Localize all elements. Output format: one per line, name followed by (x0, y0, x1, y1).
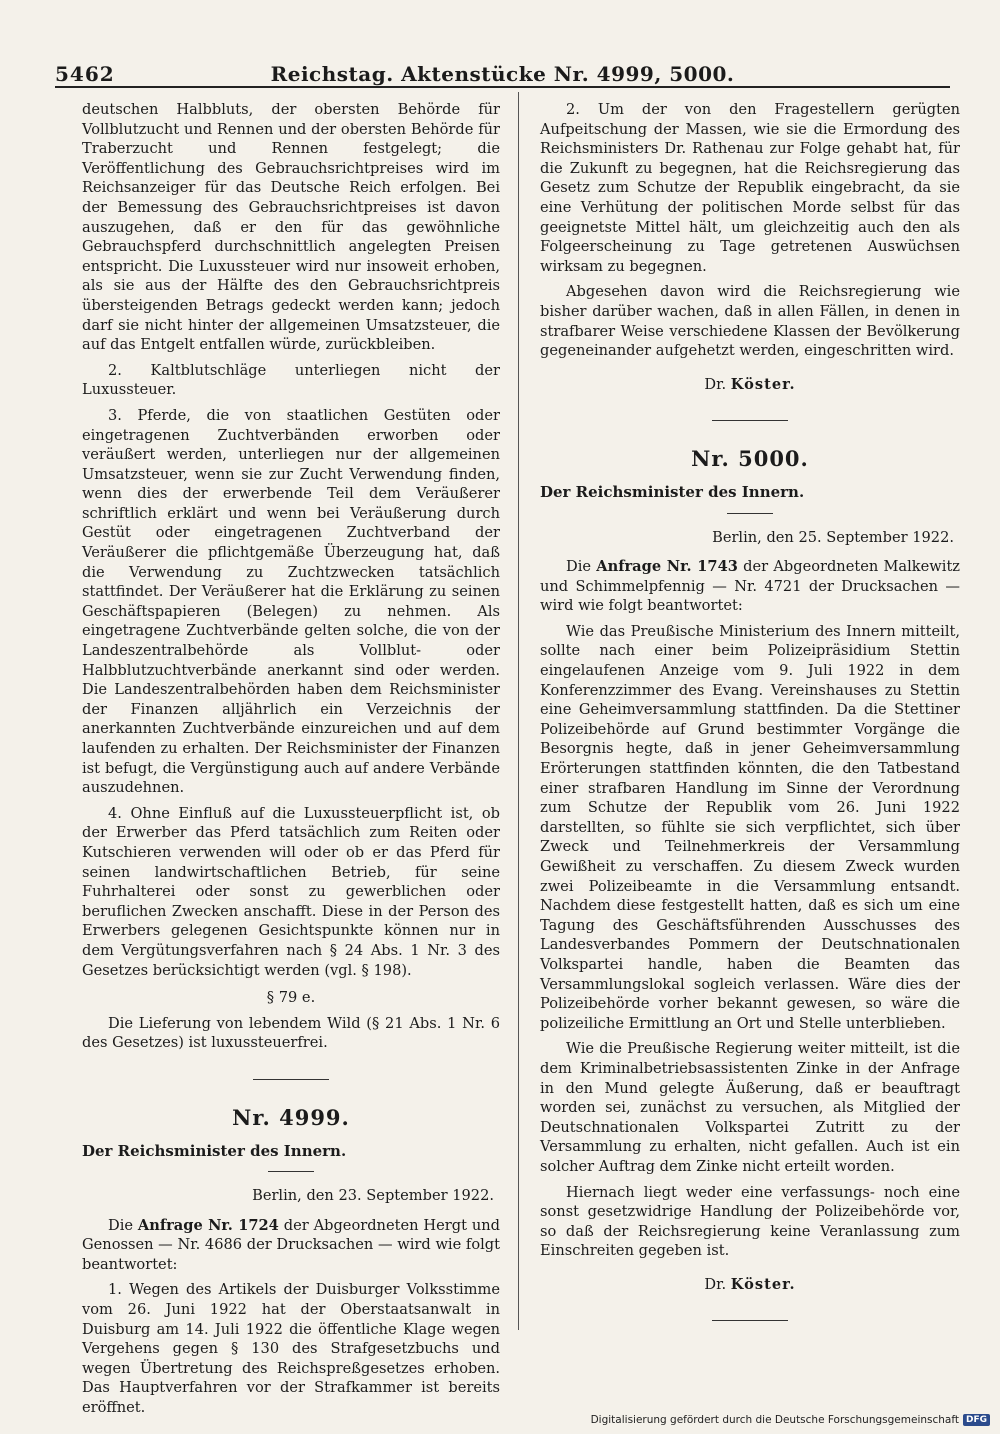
intro-text-rest: der Abgeordneten Hergt und Genossen — Nr. 4686 der Drucksachen — wird wie folgt beantwortet: (82, 1216, 500, 1273)
signature-name: Köster. (730, 1275, 796, 1293)
separator-rule (712, 1320, 788, 1321)
document-number-5000: Nr. 5000. (691, 446, 809, 472)
dateline: Berlin, den 25. September 1922. (712, 528, 954, 546)
document-number-4999: Nr. 4999. (232, 1104, 350, 1130)
section-79e: § 79 e. (266, 989, 316, 1007)
intro-text: Die (108, 1216, 138, 1234)
paragraph-luxussteuerpflicht: 4. Ohne Einfluß auf die Luxussteuerpflicht ist, ob der Erwerber das Pferd tatsächlich zum Reiten oder Kutschieren verwenden will oder ob er das Pferd für seinen landwirtschaftlichen Betrieb, für seine Fuhrhalterei oder sonst zu gewerblichen oder beruflichen Zwecken anschafft. Diese in der Person des Erwerbers gelegenen Gesichtspunkte können nur in dem Vergütungsverfahren nach § 24 Abs. 1 Nr. 3 des Gesetzes berücksichtigt werden (vgl. § 198). (82, 804, 500, 979)
paragraph-hiernach: Hiernach liegt weder eine verfassungs- noch eine sonst gesetzwidrige Handlung der Polizeibehörde vor, so daß der Reichsregierung keine Veranlassung zum Einschreiten gegeben ist. (540, 1183, 960, 1260)
inquiry-intro (540, 557, 960, 616)
dateline: Berlin, den 23. September 1922. (252, 1187, 494, 1205)
minister-heading: Der Reichsminister des Innern. (82, 1141, 347, 1160)
intro-text: Die (566, 558, 597, 576)
paragraph-pferde: 3. Pferde, die von staatlichen Gestüten oder eingetragenen Zuchtverbänden erworben oder veräußert werden, unterliegen nur der allgemeinen Umsatzsteuer, wenn sie zur Zucht Verwendung finden, wenn dies der erwerbende Teil dem Veräußerer schriftlich erklärt und wenn bei Veräußerung durch Gestüt oder eingetragenen Zuchtverband der Veräußerer die pflichtgemäße Überzeugung hat, daß die Verwendung zu Zuchtzwecken tatsächlich stattfindet. Der Veräußerer hat die Erklärung zu seinen Geschäftspapieren (Belegen) zu nehmen. Als eingetragene Zuchtverbände gelten solche, die von der Landeszentralbehörde als Vollblut- oder Halbblutzuchtverbände anerkannt sind oder werden. Die Landeszentralbehörden haben dem Reichsminister der Finanzen alljährlich ein Verzeichnis der anerkannten Zuchtverbände einzureichen und auf dem laufenden zu erhalten. Der Reichsminister der Finanzen ist befugt, die Vergünstigung auch auf andere Verbände auszudehnen. (82, 406, 500, 797)
short-rule (268, 1171, 314, 1172)
signature-name: Köster. (730, 375, 796, 393)
paragraph-halbbluts: deutschen Halbbluts, der obersten Behörde für Vollblutzucht und Rennen und der obersten Behörde für Traberzucht und Rennen festgelegt; die Veröffentlichung des Gebrauchsrichtpreises wird im Reichsanzeiger für das Deutsche Reich erfolgen. Bei der Bemessung des Gebrauchsrichtpreises ist davon auszugehen, daß er den für das gewöhnliche Gebrauchspferd durchschnittlich angelegten Preisen entspricht. Die Luxussteuer wird nur insoweit erhoben, als sie aus der Hälfte des den Gebrauchsrichtpreis übersteigenden Betrags gedeckt werden kann; jedoch darf sie nicht hinter der allgemeinen Umsatzsteuer, die auf das Entgelt entfallen würde, zurückbleiben. (82, 101, 500, 354)
paragraph-kaltblut: 2. Kaltblutschläge unterliegen nicht der Luxussteuer. (82, 361, 500, 399)
separator-rule (253, 1079, 329, 1080)
inquiry-number: Anfrage Nr. 1724 (137, 1216, 279, 1234)
signature-koester (540, 1275, 960, 1295)
dfg-logo: DFG (963, 1414, 990, 1426)
column-divider (518, 92, 519, 1330)
inquiry-number: Anfrage Nr. 1743 (596, 558, 738, 576)
short-rule (727, 513, 773, 514)
minister-heading: Der Reichsminister des Innern. (540, 482, 805, 501)
right-column (540, 100, 960, 1347)
signature-title: Dr. (704, 1275, 731, 1293)
page-header (55, 52, 950, 88)
left-column (82, 100, 500, 1424)
digitization-footer (591, 1414, 990, 1426)
paragraph-stettin: Wie das Preußische Ministerium des Innern mitteilt, sollte nach einer beim Polizeipräsidium Stettin eingelaufenen Anzeige vom 9. Juli 1922 in dem Konferenzzimmer des Evang. Vereinshauses zu Stettin eine Geheimversammlung stattfinden. Da die Stettiner Polizeibehörde auf Grund bestimmter Vorgänge die Besorgnis hegte, daß in jener Geheimversammlung Erörterungen stattfinden könnten, die den Tatbestand einer strafbaren Handlung im Sinne der Verordnung zum Schutze der Republik vom 26. Juni 1922 darstellten, so fühlte sie sich verpflichtet, sich über Zweck und Teilnehmerkreis der Versammlung Gewißheit zu verschaffen. Zu diesem Zweck wurden zwei Polizeibeamte in die Versammlung entsandt. Nachdem diese festgestellt hatten, daß es sich um eine Tagung des Geschäftsführenden Ausschusses des Landesverbandes Pommern der Deutschnationalen Volkspartei handle, haben die Beamten das Versammlungslokal sogleich verlassen. Wäre dies der Polizeibehörde vorher bekannt gewesen, so wäre die polizeiliche Ermittlung an Ort und Stelle unterblieben. (540, 622, 960, 1032)
paragraph-abgesehen: Abgesehen davon wird die Reichsregierung wie bisher darüber wachen, daß in allen Fällen, in denen in strafbarer Weise verschiedene Klassen der Bevölkerung gegeneinander aufgehetzt werden, eingeschritten wird. (540, 283, 960, 360)
page-number: 5462 (55, 62, 115, 86)
signature-title: Dr. (704, 375, 731, 393)
signature-koester (540, 375, 960, 395)
paragraph-zinke: Wie die Preußische Regierung weiter mitteilt, ist die dem Kriminalbetriebsassistenten Zinke in der Anfrage in den Mund gelegte Äußerung, daß er beauftragt worden sei, zunächst zu versuchen, als Mitglied der Deutschnationalen Volkspartei Zutritt zu der Versammlung zu erhalten, nicht gefallen. Auch ist ein solcher Auftrag dem Zinke nicht erteilt worden. (540, 1040, 960, 1175)
paragraph-wild: Die Lieferung von lebendem Wild (§ 21 Abs. 1 Nr. 6 des Gesetzes) ist luxussteuerfrei. (82, 1014, 500, 1052)
footer-text: Digitalisierung gefördert durch die Deutsche Forschungsgemeinschaft (590, 1414, 959, 1426)
separator-rule (712, 420, 788, 421)
inquiry-intro (82, 1216, 500, 1275)
answer-point-2: 2. Um der von den Fragestellern gerügten Aufpeitschung der Massen, wie sie die Ermordung des Reichsministers Dr. Rathenau zur Folge gehabt hat, für die Zukunft zu begegnen, hat die Reichsregierung das Gesetz zum Schutze der Republik eingebracht, da sie eine Verhütung der politischen Morde selbst für das geeignetste Mittel hält, um gleichzeitig auch den als Folgeerscheinung zu Tage getretenen Auswüchsen wirksam zu begegnen. (540, 101, 960, 275)
intro-text-rest: der Abgeordneten Malkewitz und Schimmelpfennig — Nr. 4721 der Drucksachen — wird wie folgt beantwortet: (540, 558, 960, 615)
answer-point-1: 1. Wegen des Artikels der Duisburger Volksstimme vom 26. Juni 1922 hat der Oberstaatsanwalt in Duisburg am 14. Juli 1922 die öffentliche Klage wegen Vergehens gegen § 130 des Strafgesetzbuchs und wegen Übertretung des Reichspreßgesetzes erhoben. Das Hauptverfahren vor der Strafkammer ist bereits eröffnet. (82, 1281, 500, 1417)
running-head: Reichstag. Aktenstücke Nr. 4999, 5000. (270, 62, 735, 86)
